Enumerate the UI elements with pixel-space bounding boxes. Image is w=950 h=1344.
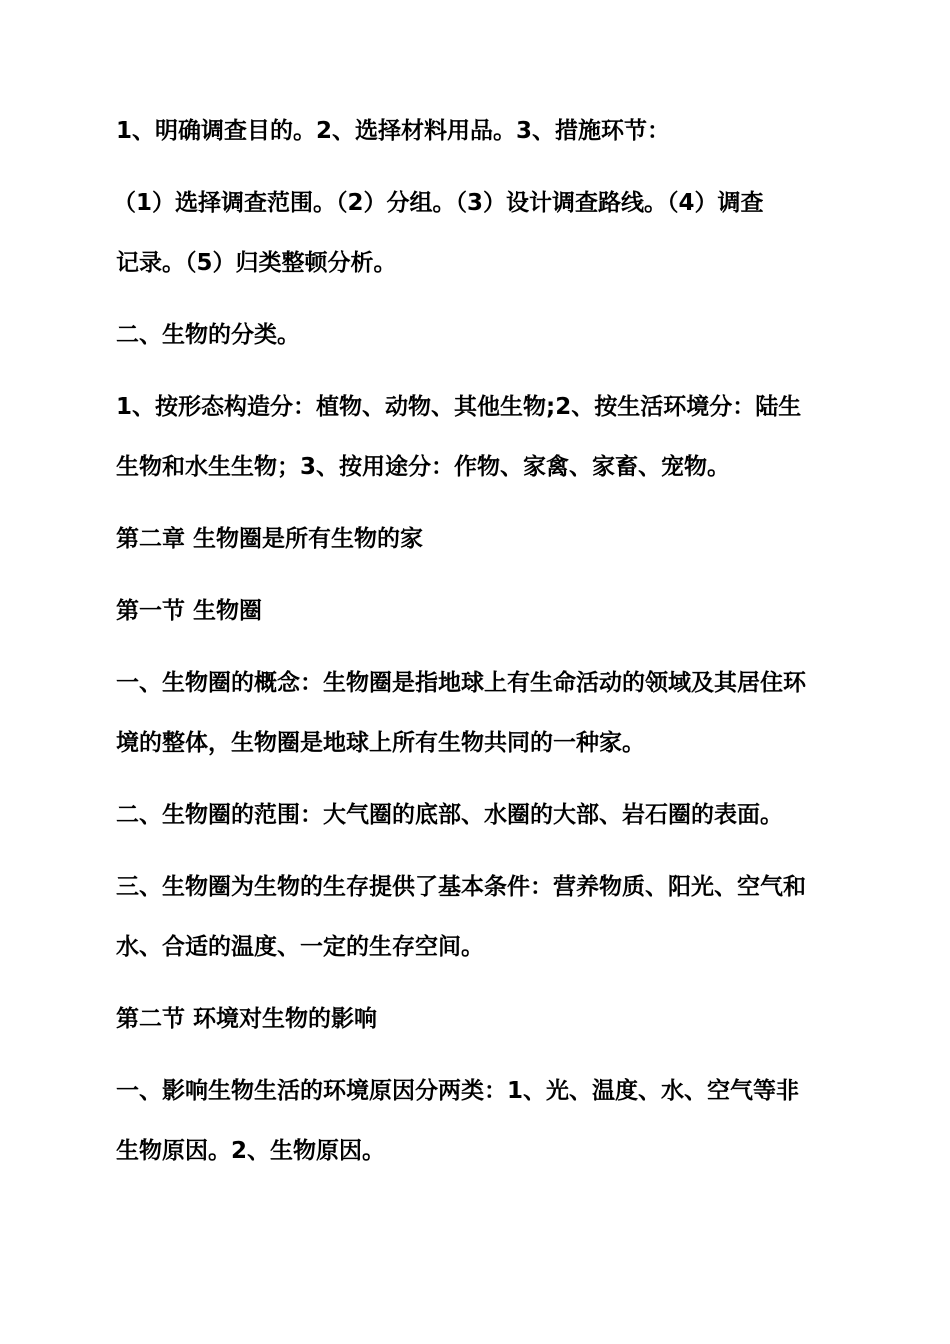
text-line-10: 境的整体，生物圈是地球上所有生物共同的一种家。 [116,730,645,756]
section-heading-classification: 二、生物的分类。 [116,322,300,348]
text-line-9: 一、生物圈的概念：生物圈是指地球上有生命活动的领域及其居住环 [116,670,806,696]
text-line-1: 1、明确调查目的。2、选择材料用品。3、措施环节： [116,118,671,144]
text-line-5: 1、按形态构造分：植物、动物、其他生物;2、按生活环境分：陆生 [116,394,802,420]
text-line-13: 水、合适的温度、一定的生存空间。 [116,934,484,960]
text-line-15: 一、影响生物生活的环境原因分两类：1、光、温度、水、空气等非 [116,1078,800,1104]
section-heading-2: 第二节 环境对生物的影响 [116,1006,378,1032]
text-line-12: 三、生物圈为生物的生存提供了基本条件：营养物质、阳光、空气和 [116,874,806,900]
chapter-heading: 第二章 生物圈是所有生物的家 [116,526,424,552]
text-line-11: 二、生物圈的范围：大气圈的底部、水圈的大部、岩石圈的表面。 [116,802,783,828]
section-heading-1: 第一节 生物圈 [116,598,263,624]
text-line-2: （1）选择调查范围。（2）分组。（3）设计调查路线。（4）调查 [113,190,764,216]
text-line-6: 生物和水生生物；3、按用途分：作物、家禽、家畜、宠物。 [116,454,731,480]
text-line-16: 生物原因。2、生物原因。 [116,1138,386,1164]
text-line-3: 记录。（5）归类整顿分析。 [116,250,397,276]
